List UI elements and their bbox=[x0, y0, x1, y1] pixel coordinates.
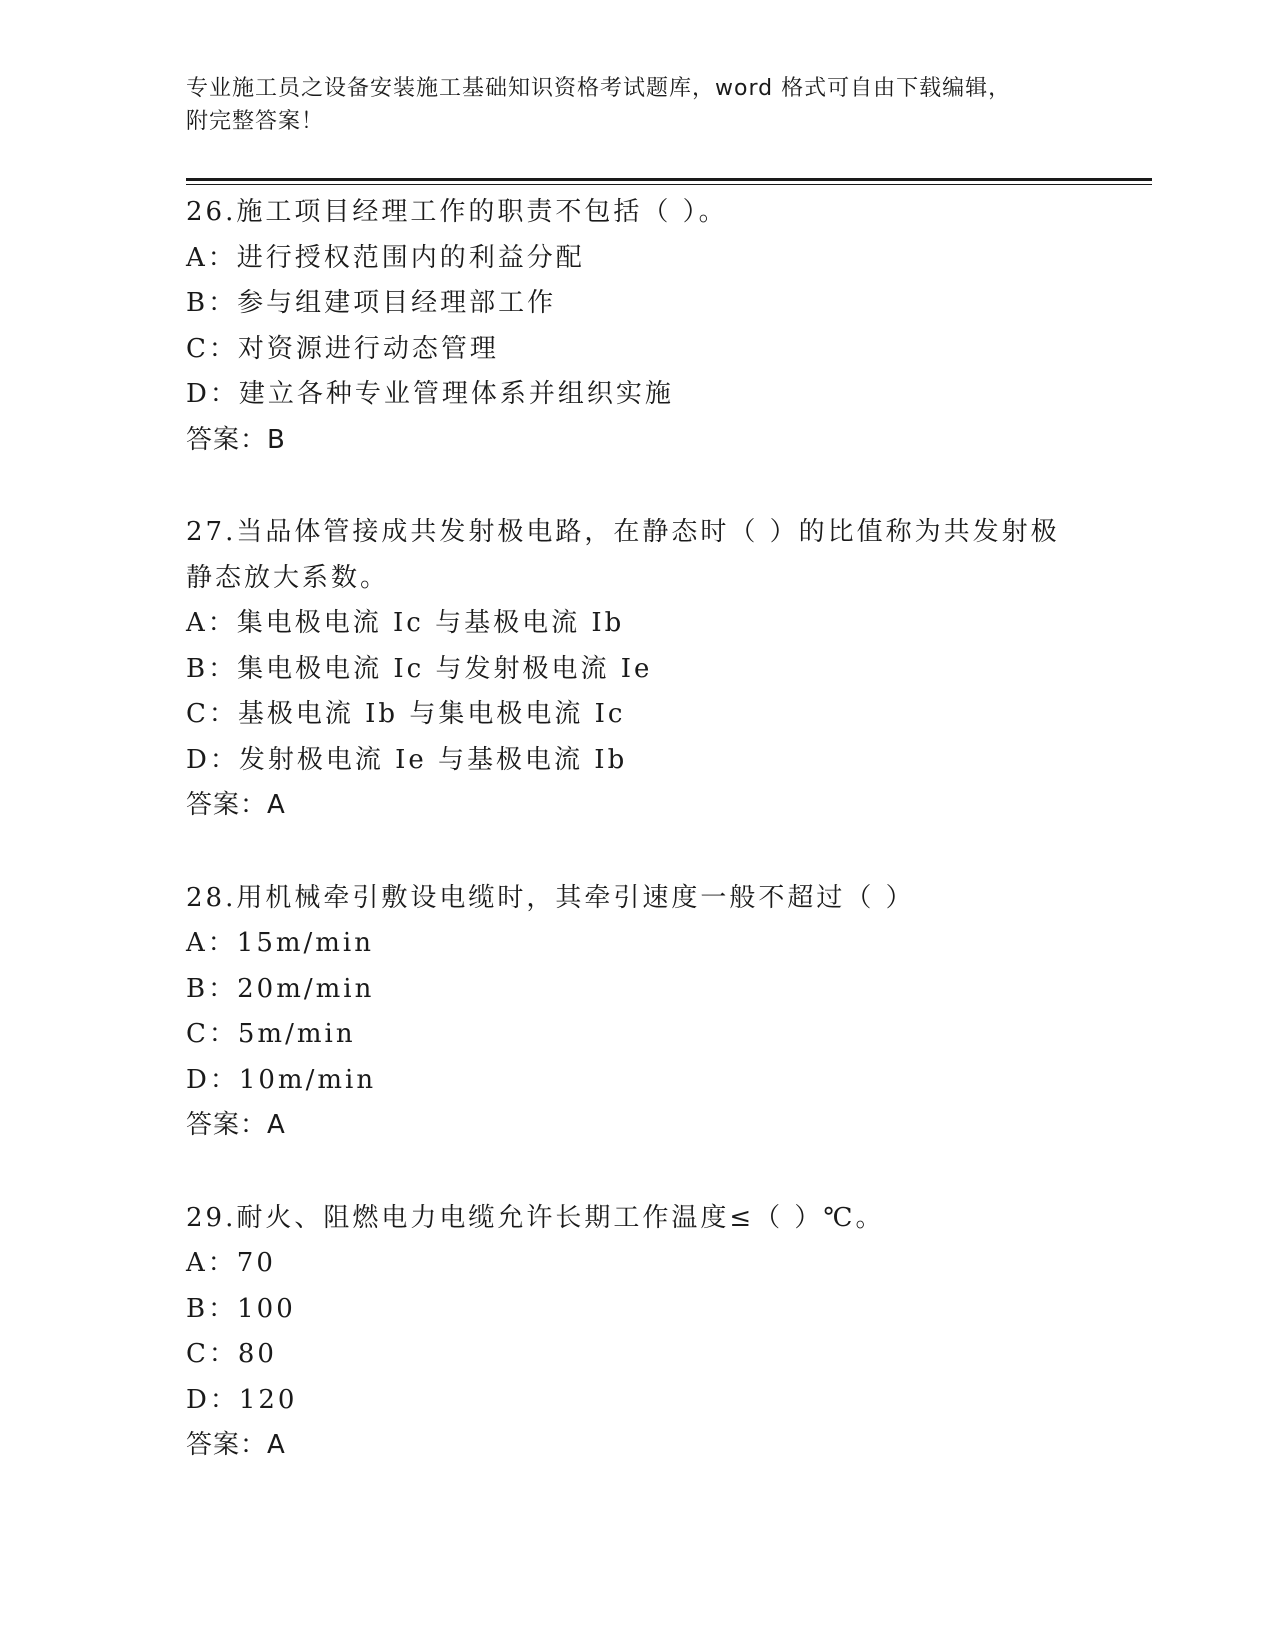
option-d: D：建立各种专业管理体系并组织实施 bbox=[186, 379, 674, 409]
answer-label: 答案：B bbox=[186, 424, 286, 455]
option-a: A：15m/min bbox=[186, 928, 374, 958]
question-spacer bbox=[186, 829, 1116, 876]
option-a: A：70 bbox=[186, 1248, 276, 1278]
option-c: C：5m/min bbox=[186, 1019, 356, 1049]
question-stem: 29.耐火、阻燃电力电缆允许长期工作温度≤（ ）℃。 bbox=[186, 1202, 885, 1233]
question-stem: 26.施工项目经理工作的职责不包括（ ）。 bbox=[186, 197, 728, 227]
option-d: D：120 bbox=[186, 1384, 298, 1415]
option-b: B：100 bbox=[186, 1293, 296, 1324]
header-divider-thick bbox=[186, 178, 1152, 181]
option-d: D：发射极电流 Ie 与基极电流 Ib bbox=[186, 744, 628, 775]
option-c: C：对资源进行动态管理 bbox=[186, 333, 499, 364]
question-29 bbox=[186, 1196, 1116, 1469]
question-stem-line-1: 27.当品体管接成共发射极电路，在静态时（ ）的比值称为共发射极 bbox=[186, 517, 1060, 547]
question-list bbox=[186, 190, 1116, 1469]
header-line-2: 附完整答案！ bbox=[186, 109, 325, 134]
document-header bbox=[186, 72, 1066, 138]
answer-label: 答案：A bbox=[186, 1430, 286, 1460]
option-b: B：参与组建项目经理部工作 bbox=[186, 288, 557, 318]
option-b: B：20m/min bbox=[186, 973, 375, 1004]
option-d: D：10m/min bbox=[186, 1064, 377, 1095]
question-27 bbox=[186, 510, 1116, 829]
question-stem-line-2: 静态放大系数。 bbox=[186, 562, 390, 593]
header-divider-thin bbox=[186, 184, 1152, 185]
option-c: C：80 bbox=[186, 1339, 277, 1369]
answer-label: 答案：A bbox=[186, 1110, 286, 1140]
option-b: B：集电极电流 Ic 与发射极电流 Ie bbox=[186, 653, 653, 684]
header-line-1: 专业施工员之设备安装施工基础知识资格考试题库，word 格式可自由下载编辑， bbox=[186, 76, 1012, 101]
option-c: C：基极电流 Ib 与集电极电流 Ic bbox=[186, 699, 626, 729]
question-28 bbox=[186, 876, 1116, 1149]
option-a: A：集电极电流 Ic 与基极电流 Ib bbox=[186, 608, 625, 638]
question-stem: 28.用机械牵引敷设电缆时，其牵引速度一般不超过（ ） bbox=[186, 882, 915, 913]
question-spacer bbox=[186, 1149, 1116, 1196]
option-a: A：进行授权范围内的利益分配 bbox=[186, 242, 585, 273]
question-spacer bbox=[186, 463, 1116, 510]
question-26 bbox=[186, 190, 1116, 463]
answer-label: 答案：A bbox=[186, 790, 286, 820]
